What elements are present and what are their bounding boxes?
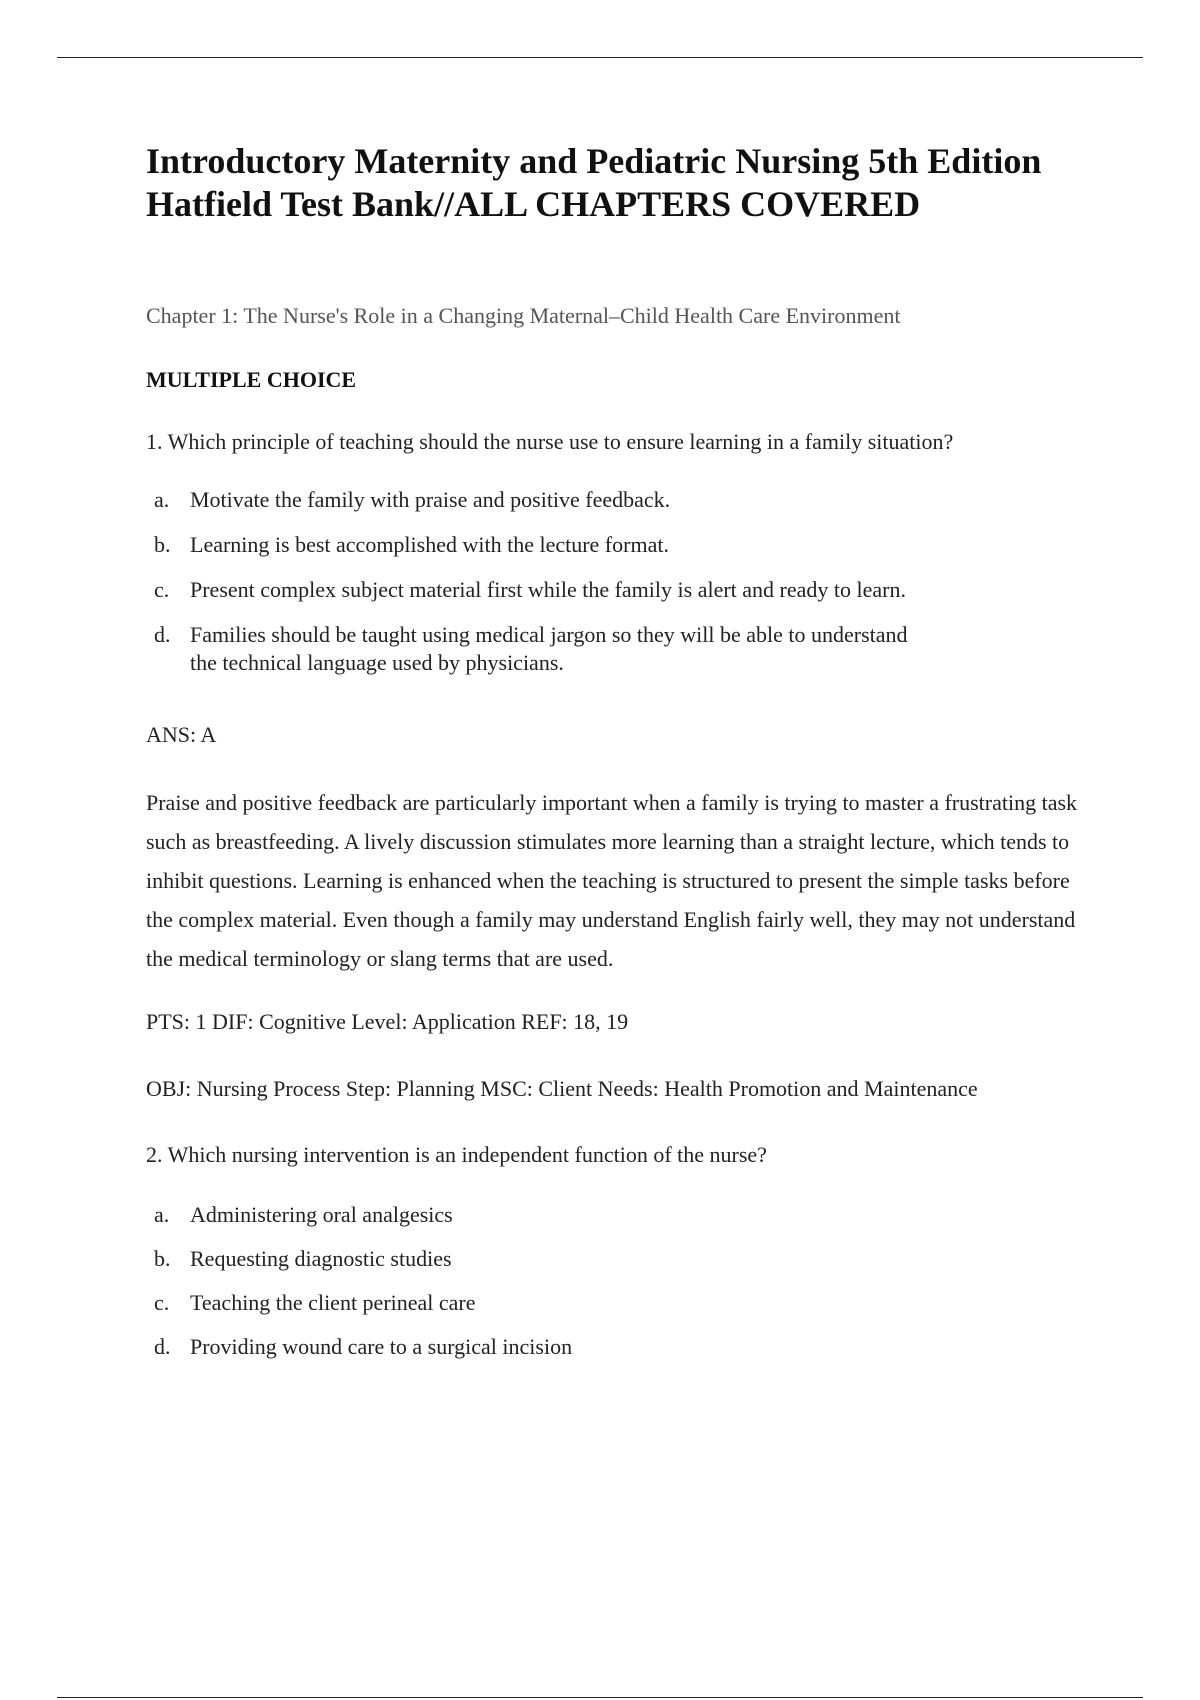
option-text: Learning is best accomplished with the lecture format. xyxy=(190,532,669,557)
option-text: Providing wound care to a surgical incision xyxy=(190,1334,573,1359)
question-1-text: 1. Which principle of teaching should the nurse use to ensure learning in a family situation? xyxy=(146,429,954,454)
document-title xyxy=(146,140,1086,226)
question-1-option-d xyxy=(146,621,1086,677)
option-text: Motivate the family with praise and positive feedback. xyxy=(190,487,671,512)
chapter-heading: Chapter 1: The Nurse's Role in a Changing Maternal–Child Health Care Environment xyxy=(146,303,901,328)
question-2-option-b xyxy=(146,1245,1086,1273)
option-text-line-2: the technical language used by physicians. xyxy=(190,650,564,675)
question-1-option-c xyxy=(146,576,1086,604)
question-1-options xyxy=(146,486,1086,677)
option-letter: b. xyxy=(154,1246,171,1271)
question-1-obj-line: OBJ: Nursing Process Step: Planning MSC: Client Needs: Health Promotion and Maintenance xyxy=(146,1076,978,1101)
question-2-options xyxy=(146,1201,1086,1361)
question-2-option-c xyxy=(146,1289,1086,1317)
question-1-pts-line: PTS: 1 DIF: Cognitive Level: Application REF: 18, 19 xyxy=(146,1009,629,1034)
question-1-option-b xyxy=(146,531,1086,559)
option-text: Present complex subject material first while the family is alert and ready to learn. xyxy=(190,577,906,602)
section-heading: MULTIPLE CHOICE xyxy=(146,367,357,392)
question-1-rationale: Praise and positive feedback are particularly important when a family is trying to master a frustrating task such as breastfeeding. A lively discussion stimulates more learning than a straight lecture, which tends to inhibit questions. Learning is enhanced when the teaching is structured to present the simple tasks before the complex material. Even though a family may understand English fairly well, they may not understand the medical terminology or slang terms that are used. xyxy=(146,790,1078,971)
option-text-line-1: Families should be taught using medical jargon so they will be able to understand xyxy=(190,622,908,647)
title-line-2: Hatfield Test Bank//ALL CHAPTERS COVERED xyxy=(146,184,921,224)
option-letter: d. xyxy=(154,1334,171,1359)
option-text: Teaching the client perineal care xyxy=(190,1290,476,1315)
title-line-1: Introductory Maternity and Pediatric Nursing 5th Edition xyxy=(146,141,1042,181)
option-letter: c. xyxy=(154,577,170,602)
option-text: Administering oral analgesics xyxy=(190,1202,453,1227)
document-page xyxy=(146,140,1086,1361)
question-2-text: 2. Which nursing intervention is an independent function of the nurse? xyxy=(146,1142,767,1167)
option-letter: d. xyxy=(154,622,171,647)
bottom-rule xyxy=(57,1697,1143,1698)
option-letter: a. xyxy=(154,1202,170,1227)
question-1-option-a xyxy=(146,486,1086,514)
question-2-option-d xyxy=(146,1333,1086,1361)
top-rule xyxy=(57,57,1143,58)
option-letter: b. xyxy=(154,532,171,557)
option-letter: c. xyxy=(154,1290,170,1315)
option-text: Requesting diagnostic studies xyxy=(190,1246,452,1271)
option-letter: a. xyxy=(154,487,170,512)
question-2-option-a xyxy=(146,1201,1086,1229)
question-1-answer: ANS: A xyxy=(146,722,217,747)
